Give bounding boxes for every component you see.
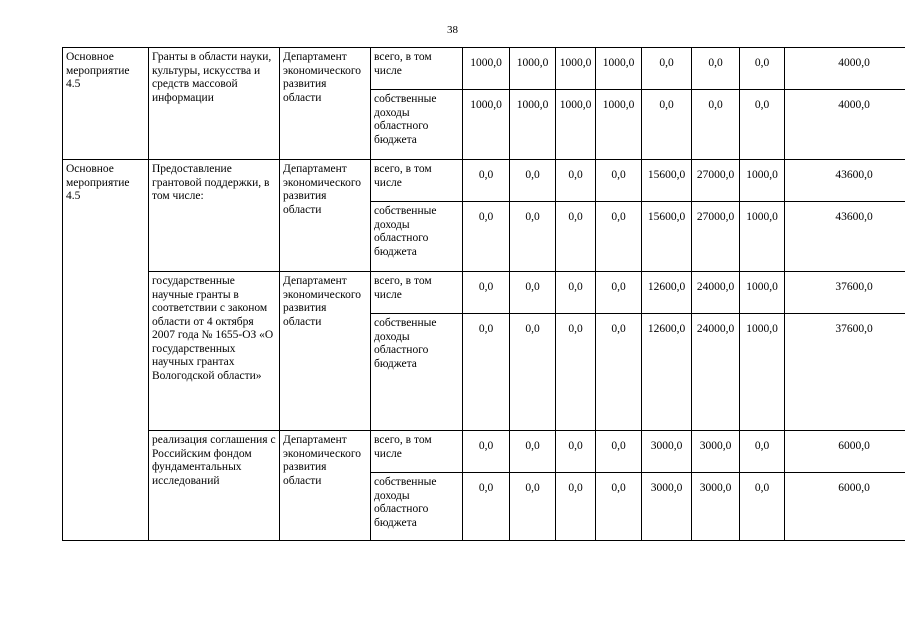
value-cell: 0,0	[740, 90, 785, 160]
title-cell: Гранты в области науки, культуры, искусства и средств массовой информации	[149, 48, 280, 160]
budget-table	[62, 47, 905, 541]
value-cell: 0,0	[740, 473, 785, 541]
value-cell: 27000,0	[692, 160, 740, 202]
title-cell: Предоставление грантовой поддержки, в том числе:	[149, 160, 280, 272]
value-cell: 1000,0	[596, 90, 642, 160]
value-cell: 1000,0	[510, 48, 556, 90]
value-cell: 0,0	[596, 202, 642, 272]
value-cell: 27000,0	[692, 202, 740, 272]
value-cell: 1000,0	[510, 90, 556, 160]
value-cell: 0,0	[556, 202, 596, 272]
value-cell: 0,0	[556, 314, 596, 431]
value-cell: 0,0	[463, 202, 510, 272]
total-cell: 43600,0	[785, 202, 905, 272]
executor-cell: Департамент экономического развития области	[280, 48, 371, 160]
total-cell: 6000,0	[785, 431, 905, 473]
value-cell: 1000,0	[596, 48, 642, 90]
executor-cell: Департамент экономического развития области	[280, 431, 371, 541]
executor-cell: Департамент экономического развития области	[280, 272, 371, 431]
value-cell: 12600,0	[642, 272, 692, 314]
value-cell: 0,0	[642, 48, 692, 90]
activity-cell: Основное мероприятие 4.5	[63, 160, 149, 541]
source-cell: собственные доходы областного бюджета	[371, 90, 463, 160]
value-cell: 0,0	[692, 48, 740, 90]
title-cell: государственные научные гранты в соответствии с законом области от 4 октября 2007 года № 1655-ОЗ «О государственных научных грантах Вологодской области»	[149, 272, 280, 431]
source-cell: собственные доходы областного бюджета	[371, 314, 463, 431]
total-cell: 6000,0	[785, 473, 905, 541]
value-cell: 0,0	[596, 473, 642, 541]
value-cell: 0,0	[596, 160, 642, 202]
table-row	[63, 272, 905, 314]
value-cell: 0,0	[692, 90, 740, 160]
value-cell: 1000,0	[740, 314, 785, 431]
value-cell: 0,0	[463, 473, 510, 541]
value-cell: 1000,0	[463, 48, 510, 90]
value-cell: 3000,0	[692, 473, 740, 541]
total-cell: 43600,0	[785, 160, 905, 202]
value-cell: 3000,0	[642, 473, 692, 541]
table-row	[63, 160, 905, 202]
source-cell: всего, в том числе	[371, 272, 463, 314]
source-cell: всего, в том числе	[371, 431, 463, 473]
executor-cell: Департамент экономического развития области	[280, 160, 371, 272]
value-cell: 0,0	[556, 272, 596, 314]
value-cell: 0,0	[510, 314, 556, 431]
total-cell: 37600,0	[785, 272, 905, 314]
total-cell: 4000,0	[785, 48, 905, 90]
value-cell: 0,0	[463, 272, 510, 314]
value-cell: 0,0	[463, 314, 510, 431]
value-cell: 0,0	[556, 160, 596, 202]
table-row	[63, 431, 905, 473]
value-cell: 1000,0	[740, 272, 785, 314]
value-cell: 24000,0	[692, 272, 740, 314]
value-cell: 1000,0	[740, 202, 785, 272]
source-cell: всего, в том числе	[371, 48, 463, 90]
value-cell: 15600,0	[642, 160, 692, 202]
title-cell: реализация соглашения с Российским фондом фундаментальных исследований	[149, 431, 280, 541]
value-cell: 0,0	[596, 314, 642, 431]
value-cell: 0,0	[642, 90, 692, 160]
value-cell: 15600,0	[642, 202, 692, 272]
value-cell: 3000,0	[642, 431, 692, 473]
source-cell: всего, в том числе	[371, 160, 463, 202]
value-cell: 1000,0	[556, 90, 596, 160]
value-cell: 1000,0	[556, 48, 596, 90]
activity-cell: Основное мероприятие 4.5	[63, 48, 149, 160]
value-cell: 0,0	[463, 431, 510, 473]
value-cell: 0,0	[510, 272, 556, 314]
value-cell: 3000,0	[692, 431, 740, 473]
value-cell: 1000,0	[463, 90, 510, 160]
source-cell: собственные доходы областного бюджета	[371, 473, 463, 541]
total-cell: 37600,0	[785, 314, 905, 431]
value-cell: 0,0	[510, 160, 556, 202]
source-cell: собственные доходы областного бюджета	[371, 202, 463, 272]
value-cell: 1000,0	[740, 160, 785, 202]
value-cell: 0,0	[596, 272, 642, 314]
total-cell: 4000,0	[785, 90, 905, 160]
value-cell: 0,0	[596, 431, 642, 473]
value-cell: 0,0	[740, 431, 785, 473]
value-cell: 0,0	[510, 202, 556, 272]
value-cell: 0,0	[556, 473, 596, 541]
value-cell: 24000,0	[692, 314, 740, 431]
value-cell: 0,0	[463, 160, 510, 202]
value-cell: 0,0	[740, 48, 785, 90]
page-number: 38	[447, 24, 458, 36]
value-cell: 0,0	[510, 473, 556, 541]
value-cell: 12600,0	[642, 314, 692, 431]
table-row	[63, 48, 905, 90]
value-cell: 0,0	[556, 431, 596, 473]
value-cell: 0,0	[510, 431, 556, 473]
